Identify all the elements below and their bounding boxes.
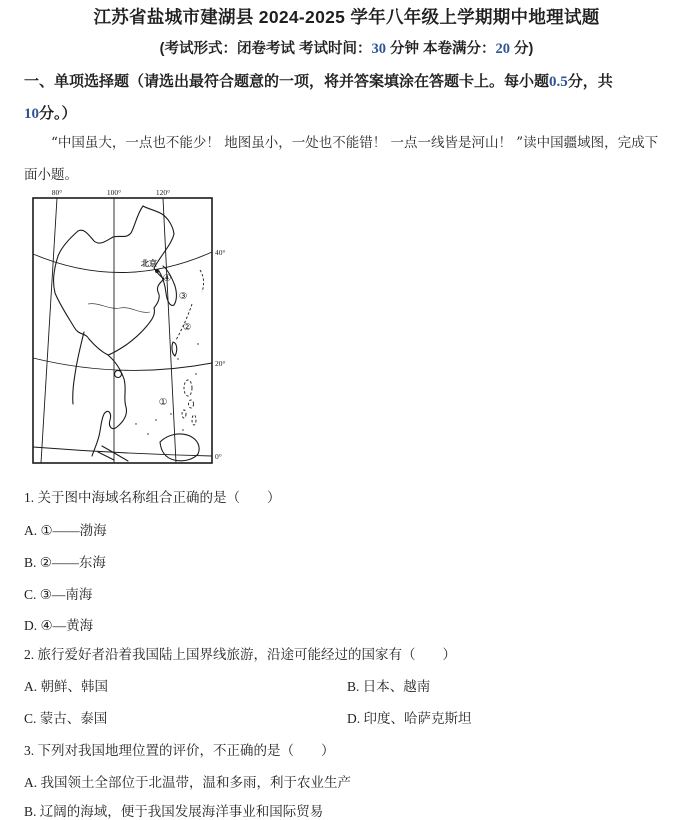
- section-part3: 分。）: [39, 105, 77, 122]
- exam-time-value: 30: [371, 41, 386, 57]
- sumatra-island: [98, 446, 128, 461]
- philippine-island-3: [192, 415, 196, 425]
- lon-label-80: 80°: [51, 188, 63, 197]
- myanmar-coast: [73, 332, 84, 404]
- question-1-stem: 1. 关于图中海域名称组合正确的是（ ）: [24, 490, 281, 505]
- china-map-svg: [28, 184, 228, 476]
- section-points-per-item: 0.5: [549, 74, 568, 90]
- section-part2: 分，共: [567, 73, 613, 90]
- question-2-stem: 2. 旅行爱好者沿着我国陆上国界线旅游，沿途可能经过的国家有（ ）: [24, 647, 456, 662]
- question-2-options-row-1: [24, 675, 684, 695]
- question-3-stem: 3. 下列对我国地理位置的评价，不正确的是（ ）: [24, 743, 335, 758]
- luzon-island: [184, 380, 192, 396]
- taiwan-island: [172, 342, 177, 356]
- question-2-option-b: B. 日本、越南: [347, 679, 431, 694]
- sea-marker-1: ①: [158, 397, 168, 408]
- sea-marker-3: ③: [178, 291, 188, 302]
- lon-label-100: 100°: [106, 188, 122, 197]
- question-2-option-a: A. 朝鲜、韩国: [24, 679, 108, 694]
- sea-marker-4: ④: [162, 273, 172, 284]
- lat-label-40: 40°: [215, 248, 226, 257]
- lon-label-120: 120°: [155, 188, 171, 197]
- question-2-options-row-2: [24, 707, 684, 727]
- borneo-island: [160, 434, 199, 461]
- exam-meta-line: [0, 37, 693, 58]
- lat-label-20: 20°: [215, 359, 226, 368]
- river-line: [88, 304, 150, 313]
- beijing-label: 北京: [141, 259, 157, 268]
- japan-coast-fragment: [200, 270, 204, 292]
- intro-quote: “中国虽大，一点也不能少！ 地图虽小，一处也不能错！ 一点一线皆是河山！ ”读中国疆域图，完成下面小题。: [24, 135, 659, 183]
- exam-meta-part3: 分): [510, 41, 534, 57]
- question-3-option-a: A. 我国领土全部位于北温带，温和多雨，利于农业生产: [24, 775, 351, 790]
- parallel-0: [33, 447, 212, 456]
- exam-score-value: 20: [495, 41, 511, 57]
- question-2-option-d: D. 印度、哈萨克斯坦: [347, 711, 472, 726]
- question-1-option-c: C. ③—南海: [24, 587, 93, 602]
- china-territory-map: [28, 184, 228, 476]
- lat-label-0: 0°: [215, 452, 222, 461]
- section-heading: [24, 66, 672, 130]
- question-1-option-b: B. ②——东海: [24, 555, 106, 570]
- question-2-option-c: C. 蒙古、泰国: [24, 711, 108, 726]
- parallel-20: [33, 358, 212, 370]
- meridian-120: [163, 198, 176, 463]
- sea-dots: [135, 343, 198, 434]
- section-part1: 一、单项选择题（请选出最符合题意的一项，将并答案填涂在答题卡上。每小题: [24, 73, 550, 90]
- philippine-island-2: [182, 410, 186, 418]
- question-1-option-d: D. ④—黄海: [24, 618, 94, 633]
- philippine-island: [189, 400, 194, 408]
- parallel-40: [33, 252, 212, 273]
- beijing-dot: [155, 269, 159, 273]
- meridian-80: [41, 198, 57, 463]
- question-1-option-a: A. ①——渤海: [24, 523, 107, 538]
- question-3-option-b: B. 辽阔的海域，便于我国发展海洋事业和国际贸易: [24, 804, 324, 819]
- hainan-island: [115, 371, 122, 378]
- exam-meta-part1: (考试形式：闭卷考试 考试时间：: [159, 41, 372, 57]
- page-title: 江苏省盐城市建湖县 2024-2025 学年八年级上学期期中地理试题: [93, 7, 600, 27]
- sea-marker-2: ②: [182, 322, 192, 333]
- exam-meta-part2: 分钟 本卷满分：: [385, 41, 496, 57]
- section-total-points: 10: [24, 106, 39, 122]
